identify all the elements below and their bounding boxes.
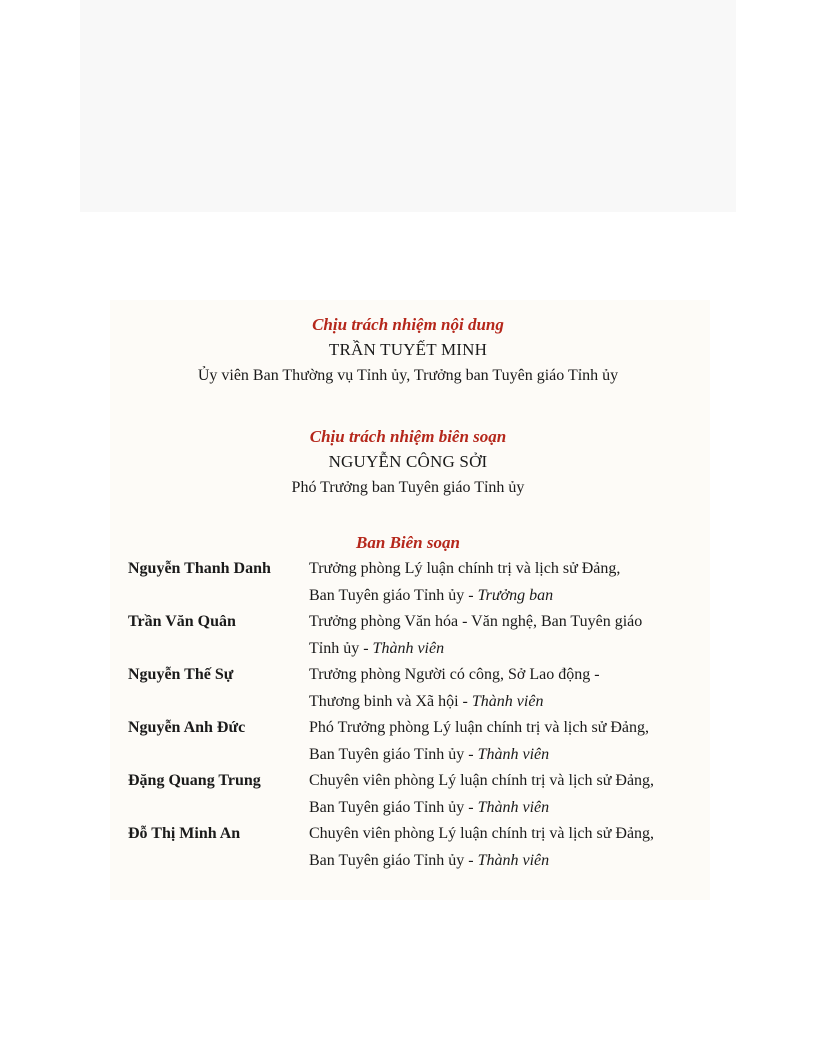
member-description: [309, 768, 708, 821]
editing-responsibility-heading: Chịu trách nhiệm biên soạn: [309, 427, 507, 446]
member-description: [309, 715, 708, 768]
member-description: [309, 821, 708, 874]
member-position-line2: [309, 848, 708, 875]
member-board-title: Thành viên: [477, 745, 550, 763]
top-blank-band: [80, 0, 736, 212]
member-row: [128, 609, 708, 662]
editing-responsibility-role: Phó Trưởng ban Tuyên giáo Tỉnh ủy: [291, 479, 525, 496]
content-responsibility-section: [0, 313, 816, 389]
member-name: Trần Văn Quân: [128, 613, 236, 630]
member-position-line2: [309, 795, 708, 822]
member-position-line2: [309, 636, 708, 663]
member-position-line2: [309, 583, 708, 610]
member-position-line: Chuyên viên phòng Lý luận chính trị và lịch sử Đảng,: [309, 825, 655, 842]
member-position-line: Chuyên viên phòng Lý luận chính trị và lịch sử Đảng,: [309, 772, 655, 789]
member-position-line2: [309, 742, 708, 769]
member-row: [128, 715, 708, 768]
member-name: Nguyễn Anh Đức: [128, 719, 246, 736]
member-row: [128, 821, 708, 874]
member-board-title: Thành viên: [372, 639, 445, 657]
member-position-line2: [309, 689, 708, 716]
member-description: [309, 556, 708, 609]
member-name: Nguyễn Thanh Danh: [128, 560, 271, 577]
member-row: [128, 768, 708, 821]
member-department: Ban Tuyên giáo Tỉnh ủy -: [309, 586, 478, 604]
member-name: Đỗ Thị Minh An: [128, 825, 241, 842]
member-board-title: Trưởng ban: [477, 586, 554, 604]
content-responsibility-role: Ủy viên Ban Thường vụ Tỉnh ủy, Trưởng ban Tuyên giáo Tỉnh ủy: [197, 367, 619, 384]
member-name: Đặng Quang Trung: [128, 772, 261, 789]
member-department: Tỉnh ủy -: [309, 639, 373, 657]
content-responsibility-name: TRẦN TUYẾT MINH: [328, 340, 488, 359]
member-board-title: Thành viên: [477, 798, 550, 816]
member-position-line: Trưởng phòng Người có công, Sở Lao động -: [309, 666, 600, 683]
editing-responsibility-section: [0, 425, 816, 501]
member-position-line: Phó Trưởng phòng Lý luận chính trị và lịch sử Đảng,: [309, 719, 650, 736]
member-department: Thương binh và Xã hội -: [309, 692, 472, 710]
content-responsibility-heading: Chịu trách nhiệm nội dung: [312, 315, 504, 334]
member-position-line: Trưởng phòng Văn hóa - Văn nghệ, Ban Tuyên giáo: [309, 613, 643, 630]
member-department: Ban Tuyên giáo Tỉnh ủy -: [309, 851, 478, 869]
member-row: [128, 556, 708, 609]
editorial-board-heading: Ban Biên soạn: [356, 533, 460, 552]
member-board-title: Thành viên: [477, 851, 550, 869]
member-name: Nguyễn Thế Sự: [128, 666, 234, 683]
member-department: Ban Tuyên giáo Tỉnh ủy -: [309, 745, 478, 763]
member-row: [128, 662, 708, 715]
member-description: [309, 662, 708, 715]
editing-responsibility-name: NGUYỄN CÔNG SỞI: [328, 452, 488, 471]
member-description: [309, 609, 708, 662]
member-department: Ban Tuyên giáo Tỉnh ủy -: [309, 798, 478, 816]
member-board-title: Thành viên: [471, 692, 544, 710]
editorial-board-list: [128, 556, 708, 874]
member-position-line: Trưởng phòng Lý luận chính trị và lịch sử Đảng,: [309, 560, 621, 577]
